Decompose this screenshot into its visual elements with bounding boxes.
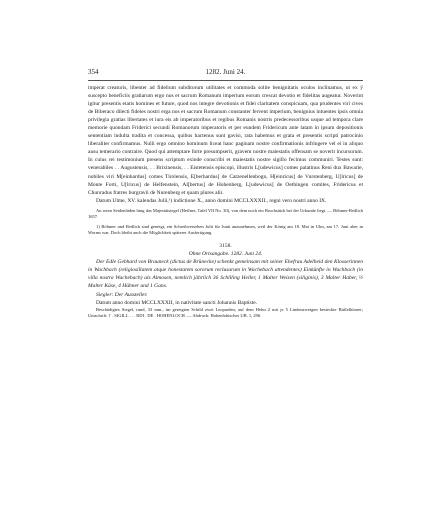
charter-3158-dating: Datum anno domini MCCLXXXII, in nativitate sancti Johannis Baptiste. <box>96 299 258 306</box>
page-number: 354 <box>88 68 99 76</box>
charter-3157-source-note: An roten Seidenfäden hing das Majestätsiegel (Heffner, Tafel VII No. 30), von dem noch ein Bruchstück bei der Urkunde liegt. — Böhmer-Redlich 1657. <box>88 207 363 220</box>
page-content <box>88 84 363 319</box>
charter-3158-number: 3158. <box>219 243 232 250</box>
charter-3157-dating: Datum Ulme, XV. kalendas Julii,¹) indictione X., anno domini MCCLXXXII., regni vero nostri anno IX. <box>96 197 327 204</box>
charter-3158-sealer: Siegler: Der Aussteller. <box>96 291 148 298</box>
charter-3158-summary: Der Edle Gebhard von Brauneck (dictus de Brünecke) schenkt gemeinsam mit seiner Ehefrau Adelheid den Klosserinnen in Wachbach (religiosillatem atque honestatem sororum reclusarum in Wachebach attendentes) Einkünfte in Wachbach (in villa nostra Wachebach) als Almosen, nemlich jährlich 36 Schilling Heller, 1 Malter Weizen (siliginis), 3 Malter Haber, ½ Malter Käse, 4 Hühner und 1 Gans. <box>88 259 363 290</box>
charter-3157-footnote: 1) Böhmer und Redlich sind geneigt, ein Schreibversehen Julii für Junii anzunehmen, weil der König am 18. Mai in Ulm, am 17. Juni aber in Worms war. Doch bleibt auch die Möglichkeit späterer Ausfertigung. <box>88 223 363 235</box>
page-header <box>88 68 363 78</box>
header-rule <box>88 80 363 81</box>
charter-3158-date: Ohne Ortsangabe. 1282. Juni 24. <box>188 251 263 258</box>
charter-3157-body: imperat creaturis, libenter ad fidelium subditorum utilitates et commoda solite benignitatis oculos inclinamus, ut ex ÿ suscepto beneficiis gratiarum ergo nos et sacrum Romanum imperium eorum crescat devotio et fidelitas augeatur. Noverint igitur presentis etatis homines et future, quod nos integre devotionis et fidei claritatem conspicuam, qua prudentes viri cives de Biberaco dilecti fideles nostri erga nos et sacrum Romanum constanter fervent imperium, benignius intuentes ipsis omnia privilegia gratias libertates et iura eis ab imperatoribus et regibus Romanis nostris predecessoribus usque ad tempora clare memorie quondam Friderici secundi Romanorum imperatoris et per eundem Fridericum ante latam in ipsum depositionis sententiam indulta tradita et concessa, quibus hactenus sunt gavisi, rata habemus et grata et presentis scripti patrocinio liberaliter confirmamus. Nulli ergo omnino hominum liceat hanc paginam nostre confirmationis infringere vel ei in aliquo ausu temerario contraire. Quod qui attemptare forte presumpserit, gravem nostre maiestatis offensam se noverit incursurum. In cuius rei testimonium presens scriptum exinde conscribi et maiestatis nostre sigillo fecimus communiri. Testes sunt: venerabiles . . Augustensis, . . Brixinensis, . . Eistetensis episcopi, illustris L[udewicus] comes palatinus Reni dux Bawarie, nobiles viri M[einhardus] comes Tirolensis, E[berhardus] de Catzenellenbogn, H[einricus] de Vurstenberg, U[lricus] de Monte Forti, U[lricus] de Helfenstein, Al[bertus] de Hohenberg, L[udewicus] de Oethingen comites, Fridericus et Chunradus fratres burgravii de Nurenberg et quam plures alii. <box>88 85 363 196</box>
charter-3158-seal-note: Beschädigtes Siegel, rund, 33 mm., im gereigten Schild zwei Leoparden, auf dem Helm 2 mit je 5 Lindenzweigen besteckte Büffelhörner; Umschrift: † . SIGILL . . . RDI . DE . HOHENLOCH. — Abdruck: Hohenlohisches UB. 1, 296. <box>88 306 363 319</box>
header-date: 1282. Juni 24. <box>205 68 246 76</box>
